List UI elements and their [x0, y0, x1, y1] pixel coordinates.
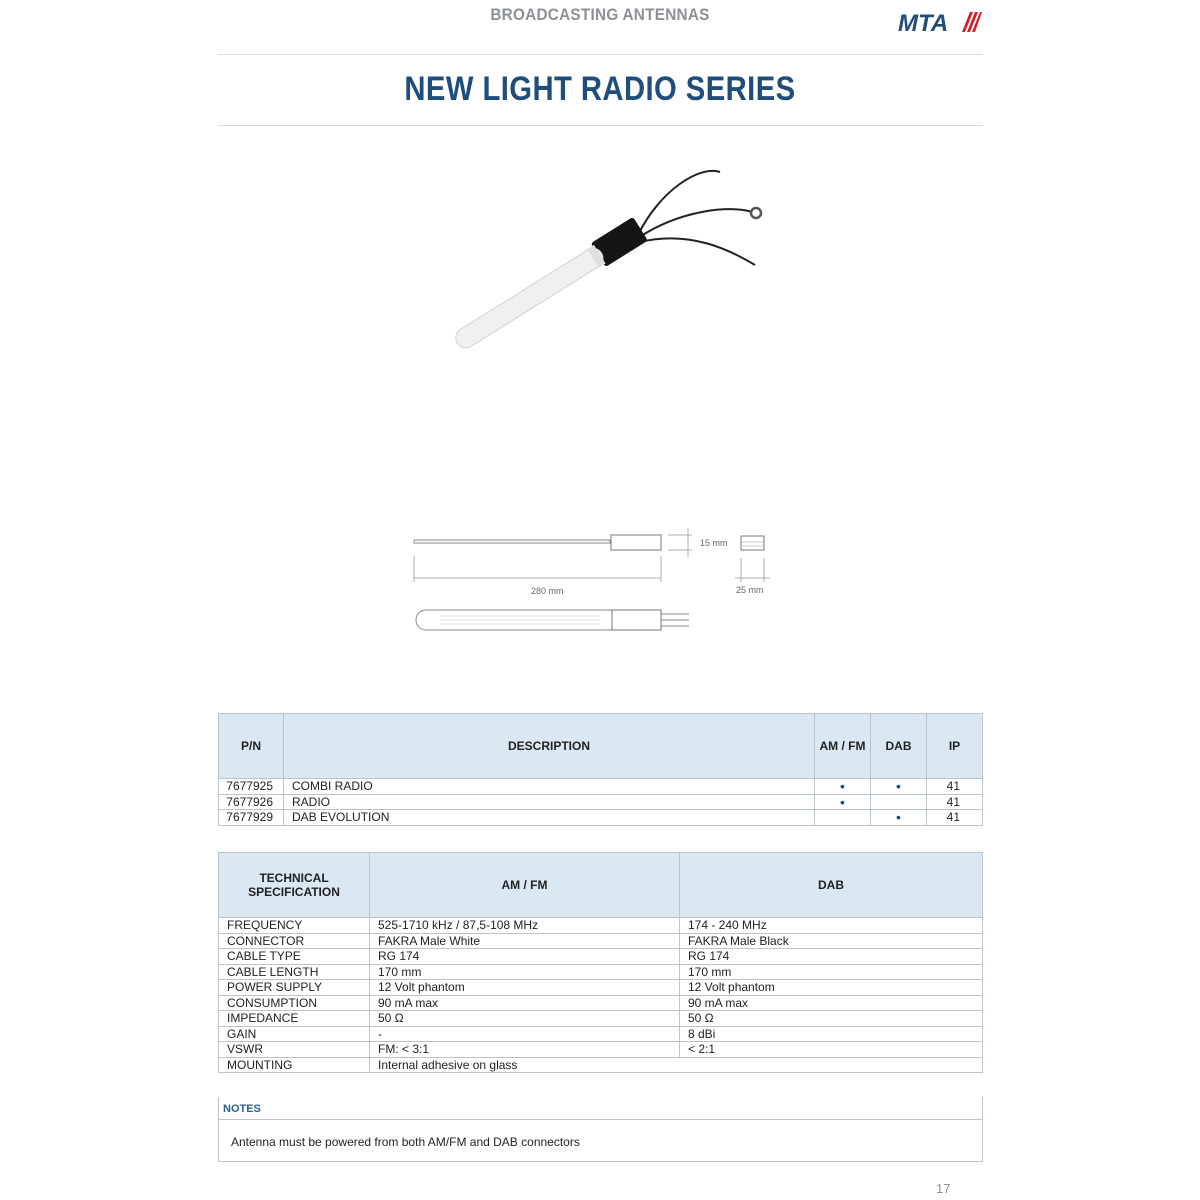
table-row: [219, 995, 983, 1011]
dimension-drawing: [400, 520, 800, 640]
products-header-row: [219, 714, 983, 779]
spec-name: CONSUMPTION: [219, 995, 370, 1011]
spec-mounting-value: Internal adhesive on glass: [370, 1057, 983, 1073]
col-technical-specification: [219, 853, 370, 918]
notes-divider: [219, 1119, 982, 1120]
depth-label: 25 mm: [736, 585, 764, 595]
spec-dab: 174 - 240 MHz: [680, 918, 983, 934]
col-dab: DAB: [680, 853, 983, 918]
pn-cell: 7677929: [219, 810, 284, 826]
table-row: [219, 779, 983, 795]
spec-amfm: 90 mA max: [370, 995, 680, 1011]
table-row: [219, 980, 983, 996]
spec-name: CABLE TYPE: [219, 949, 370, 965]
spec-amfm: 50 Ω: [370, 1011, 680, 1027]
spec-name: CONNECTOR: [219, 933, 370, 949]
table-row: [219, 810, 983, 826]
spec-name: IMPEDANCE: [219, 1011, 370, 1027]
spec-dab: 90 mA max: [680, 995, 983, 1011]
header-rule: [218, 54, 983, 55]
width-label: 280 mm: [531, 586, 564, 596]
spec-amfm: -: [370, 1026, 680, 1042]
col-amfm: AM / FM: [370, 853, 680, 918]
notes-box: [218, 1097, 983, 1162]
amfm-dot: •: [815, 779, 871, 795]
spec-dab: RG 174: [680, 949, 983, 965]
spec-name: MOUNTING: [219, 1057, 370, 1073]
spec-name: VSWR: [219, 1042, 370, 1058]
page-title: NEW LIGHT RADIO SERIES: [404, 70, 796, 108]
specs-table: [218, 852, 983, 1073]
spec-dab: 12 Volt phantom: [680, 980, 983, 996]
dab-dot: •: [871, 779, 927, 795]
notes-text: Antenna must be powered from both AM/FM and DAB connectors: [231, 1135, 580, 1149]
spec-dab: FAKRA Male Black: [680, 933, 983, 949]
table-row: [219, 794, 983, 810]
table-row: [219, 933, 983, 949]
dab-dot: [871, 794, 927, 810]
spec-dab: 50 Ω: [680, 1011, 983, 1027]
amfm-dot: [815, 810, 871, 826]
col-pn: P/N: [219, 714, 284, 779]
height-label: 15 mm: [700, 538, 728, 548]
ip-cell: 41: [927, 794, 983, 810]
description-cell: RADIO: [284, 794, 815, 810]
spec-dab: < 2:1: [680, 1042, 983, 1058]
col-ip: IP: [927, 714, 983, 779]
spec-name: FREQUENCY: [219, 918, 370, 934]
col-description: DESCRIPTION: [284, 714, 815, 779]
table-row: [219, 1057, 983, 1073]
spec-amfm: FAKRA Male White: [370, 933, 680, 949]
antenna-photo: [400, 160, 800, 390]
spec-name: POWER SUPPLY: [219, 980, 370, 996]
ip-cell: 41: [927, 779, 983, 795]
spec-amfm: 525-1710 kHz / 87,5-108 MHz: [370, 918, 680, 934]
col-amfm: AM / FM: [815, 714, 871, 779]
dab-dot: •: [871, 810, 927, 826]
spec-header-line1: TECHNICAL: [259, 871, 329, 885]
spec-amfm: 12 Volt phantom: [370, 980, 680, 996]
table-row: [219, 964, 983, 980]
spec-amfm: FM: < 3:1: [370, 1042, 680, 1058]
table-row: [219, 1042, 983, 1058]
table-row: [219, 1026, 983, 1042]
table-row: [219, 918, 983, 934]
products-table: [218, 713, 983, 826]
mta-logo: [898, 8, 982, 36]
spec-dab: 170 mm: [680, 964, 983, 980]
spec-header-line2: SPECIFICATION: [248, 885, 340, 899]
pn-cell: 7677926: [219, 794, 284, 810]
title-rule: [218, 125, 983, 126]
page-number: 17: [936, 1181, 951, 1196]
spec-amfm: RG 174: [370, 949, 680, 965]
pn-cell: 7677925: [219, 779, 284, 795]
spec-name: GAIN: [219, 1026, 370, 1042]
col-dab: DAB: [871, 714, 927, 779]
notes-label: NOTES: [223, 1103, 261, 1115]
spec-name: CABLE LENGTH: [219, 964, 370, 980]
logo-text: MTA: [898, 10, 949, 36]
description-cell: DAB EVOLUTION: [284, 810, 815, 826]
table-row: [219, 1011, 983, 1027]
spec-dab: 8 dBi: [680, 1026, 983, 1042]
specs-header-row: [219, 853, 983, 918]
table-row: [219, 949, 983, 965]
spec-amfm: 170 mm: [370, 964, 680, 980]
section-header: BROADCASTING ANTENNAS: [490, 5, 710, 24]
ip-cell: 41: [927, 810, 983, 826]
amfm-dot: •: [815, 794, 871, 810]
description-cell: COMBI RADIO: [284, 779, 815, 795]
